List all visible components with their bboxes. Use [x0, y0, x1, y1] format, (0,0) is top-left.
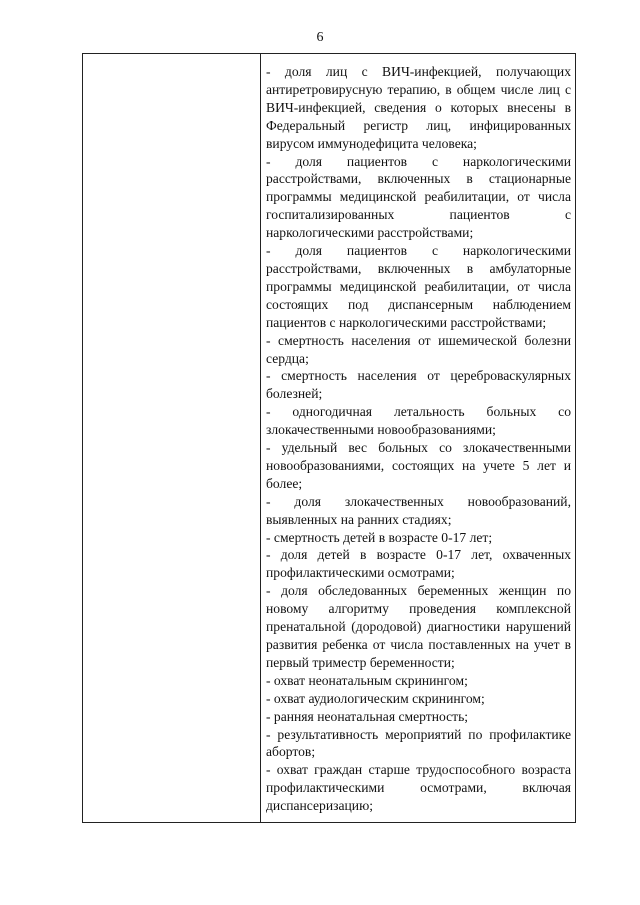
list-item: - доля обследованных беременных женщин по новому алгоритму проведения комплексной пренатальной (дородовой) диагностики нарушений развития ребенка от числа поставленных на учет в первый триместр беременности; [266, 583, 571, 670]
list-item: - результативность мероприятий по профилактике абортов; [266, 726, 571, 760]
list-item: - охват аудиологическим скринингом; [266, 690, 485, 706]
table-right-cell [261, 54, 575, 822]
list-item: - доля пациентов с наркологическими расстройствами, включенных в амбулаторные программы медицинской реабилитации, от числа состоящих под диспансерным наблюдением пациентов с наркологическими расстройствами; [266, 243, 571, 330]
list-item: - охват неонатальным скринингом; [266, 672, 468, 688]
list-item: - охват граждан старше трудоспособного возраста профилактическими осмотрами, включая диспансеризацию; [266, 762, 571, 814]
list-item: - одногодичная летальность больных со злокачественными новообразованиями; [266, 404, 571, 438]
document-table [82, 53, 576, 823]
page-number: 6 [316, 30, 324, 45]
list-item: - смертность населения от ишемической болезни сердца; [266, 332, 571, 366]
list-item: - ранняя неонатальная смертность; [266, 708, 469, 724]
list-item: - смертность населения от цереброваскулярных болезней; [266, 368, 571, 402]
list-item: - смертность детей в возрасте 0-17 лет; [266, 529, 493, 545]
list-item: - доля лиц с ВИЧ-инфекцией, получающих антиретровирусную терапию, в общем числе лиц с ВИЧ-инфекцией, сведения о которых внесены в Федеральный регистр лиц, инфицированных вирусом иммунодефицита человека; [266, 64, 571, 151]
list-item: - доля детей в возрасте 0-17 лет, охваченных профилактическими осмотрами; [266, 547, 571, 581]
table-left-cell [83, 54, 261, 822]
list-item: - доля злокачественных новообразований, выявленных на ранних стадиях; [266, 493, 571, 527]
list-item: - удельный вес больных со злокачественными новообразованиями, состоящих на учете 5 лет и более; [266, 440, 571, 491]
list-item: - доля пациентов с наркологическими расстройствами, включенных в стационарные программы медицинской реабилитации, от числа госпитализированных пациентов с наркологическими расстройствами; [266, 153, 571, 241]
